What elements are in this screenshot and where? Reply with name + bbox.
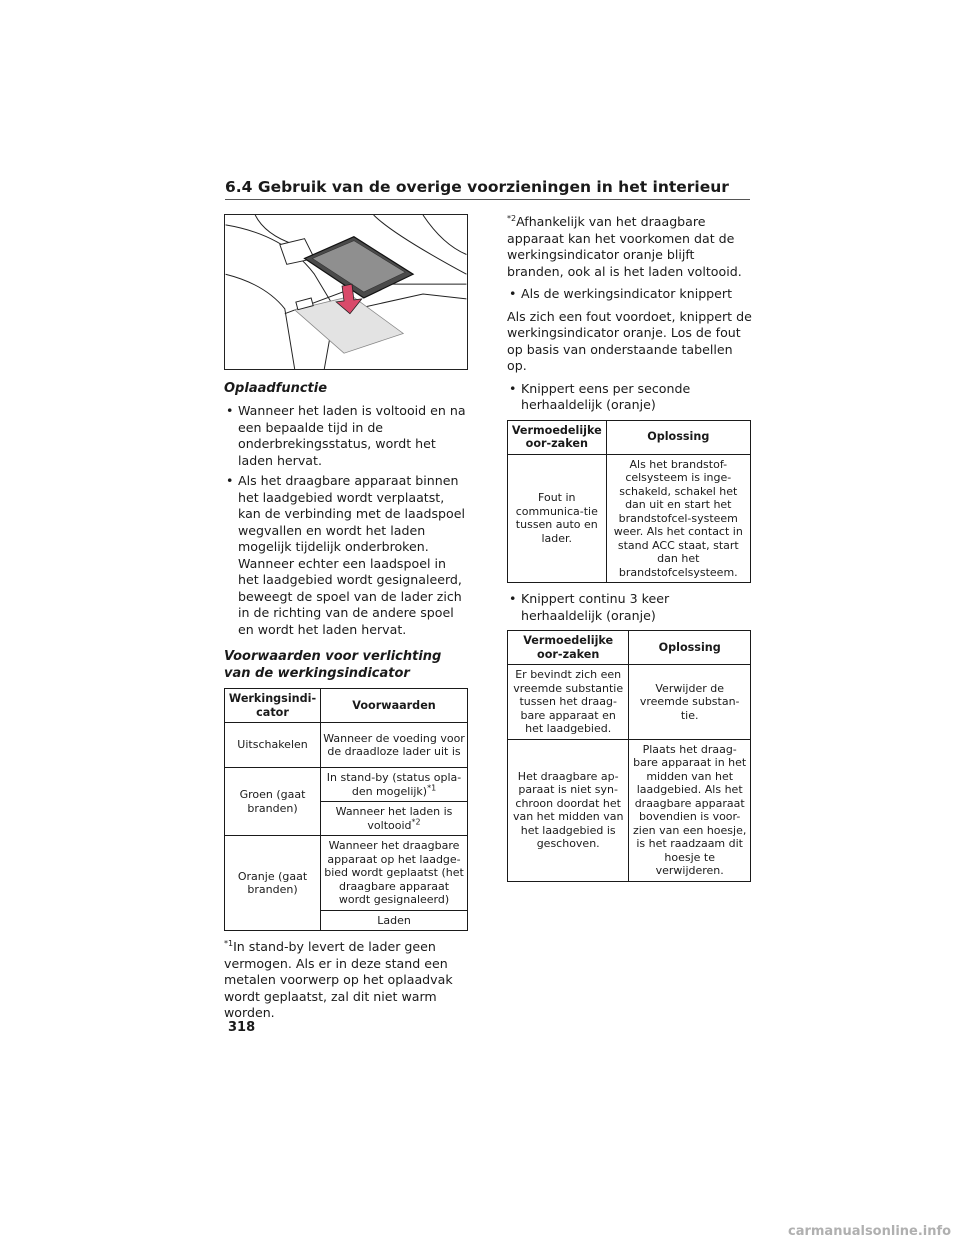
table-header-causes: Vermoedelijke oor-zaken bbox=[508, 420, 607, 454]
table2-bullet bbox=[507, 591, 753, 624]
error-paragraph: Als zich een fout voordoet, knippert de werkingsindicator oranje. Los de fout op basis van onderstaande tabellen op. bbox=[507, 308, 752, 373]
section-title-indicator: Voorwaarden voor verlichting van de werkingsindicator bbox=[224, 649, 442, 681]
table-cell: Uitschakelen bbox=[225, 723, 321, 768]
section-title-charging: Oplaadfunctie bbox=[224, 381, 328, 396]
table-cell: Er bevindt zich een vreemde substantie tussen het draag-bare apparaat en het laadgebied. bbox=[508, 665, 629, 740]
footnote-2: $^{*2}$Afhankelijk van het draagbare apparaat kan het voorkomen dat de werkingsindicator oranje blijft branden, ook al is het laden voltooid. bbox=[507, 213, 742, 279]
table-cell: In stand-by (status opla-den mogelijk)$^{*1}$ bbox=[321, 768, 468, 802]
table-cell: Fout in communica-tie tussen auto en lader. bbox=[508, 454, 607, 583]
section-header: 6.4 Gebruik van de overige voorzieningen in het interieur bbox=[225, 178, 750, 200]
table-cell: Het draagbare ap-paraat is niet syn-chroon doordat het van het midden van het laadgebied is geschoven. bbox=[508, 739, 629, 881]
table-row bbox=[225, 768, 468, 802]
footnote-1: $^{*1}$In stand-by levert de lader geen vermogen. Als er in deze stand een metalen voorwerp op het oplaadvak wordt geplaatst, zal dit niet warm worden. bbox=[224, 938, 453, 1020]
table-cell: Laden bbox=[321, 910, 468, 931]
table-cell: Wanneer de voeding voor de draadloze lader uit is bbox=[321, 723, 468, 768]
table-row bbox=[225, 836, 468, 911]
table-header-causes: Vermoedelijke oor-zaken bbox=[508, 631, 629, 665]
table-cell: Plaats het draag-bare apparaat in het midden van het laadgebied. Als het draagbare apparaat bovendien is voor-zien van een hoesje, is het raadzaam dit hoesje te verwijderen. bbox=[629, 739, 751, 881]
table-header-solution: Oplossing bbox=[629, 631, 751, 665]
table-cell: Wanneer het laden is voltooid$^{*2}$ bbox=[321, 802, 468, 836]
right-column bbox=[507, 214, 753, 890]
wireless-charger-drawing bbox=[225, 215, 467, 369]
table-header-conditions: Voorwaarden bbox=[321, 689, 468, 723]
error-table-1 bbox=[507, 420, 751, 584]
table-row bbox=[225, 723, 468, 768]
list-item: • Als de werkingsindicator knippert bbox=[507, 286, 753, 303]
error-table-2 bbox=[507, 630, 751, 882]
watermark: carmanualsonline.info bbox=[788, 1224, 952, 1239]
charger-illustration bbox=[224, 214, 468, 370]
table-cell: Oranje (gaat branden) bbox=[225, 836, 321, 931]
list-item: • Als het draagbare apparaat binnen het laadgebied wordt verplaatst, kan de verbinding met de laadspoel wegvallen en wordt het laden mogelijk tijdelijk onderbroken. Wanneer echter een laadspoel in het laadgebied wordt gesignaleerd, beweegt de spoel van de lader zich in de richting van de andere spoel en wordt het laden hervat. bbox=[224, 473, 470, 638]
indicator-table bbox=[224, 688, 468, 931]
list-item: • Wanneer het laden is voltooid en na een bepaalde tijd in de onderbrekingsstatus, wordt het laden hervat. bbox=[224, 403, 470, 469]
left-column bbox=[224, 214, 470, 1022]
table1-bullet bbox=[507, 381, 753, 414]
table-row bbox=[508, 665, 751, 740]
table-row bbox=[508, 739, 751, 881]
table-header-indicator: Werkingsindi-cator bbox=[225, 689, 321, 723]
phone-device bbox=[305, 237, 414, 298]
blink-bullet bbox=[507, 286, 753, 303]
table-header-solution: Oplossing bbox=[606, 420, 750, 454]
table-cell: Verwijder de vreemde substan-tie. bbox=[629, 665, 751, 740]
charging-bullets bbox=[224, 403, 470, 638]
table-cell: Wanneer het draagbare apparaat op het laadge-bied wordt geplaatst (het draagbare apparaat wordt gesignaleerd) bbox=[321, 836, 468, 911]
page-number: 318 bbox=[228, 1020, 256, 1035]
table-cell: Groen (gaat branden) bbox=[225, 768, 321, 836]
table-row bbox=[508, 454, 751, 583]
table-cell: Als het brandstof-celsysteem is inge-schakeld, schakel het dan uit en start het brandstofcel-systeem weer. Als het contact in stand ACC staat, start dan het brandstofcelsysteem. bbox=[606, 454, 750, 583]
list-item: • Knippert continu 3 keer herhaaldelijk (oranje) bbox=[507, 591, 753, 624]
list-item: • Knippert eens per seconde herhaaldelijk (oranje) bbox=[507, 381, 753, 414]
